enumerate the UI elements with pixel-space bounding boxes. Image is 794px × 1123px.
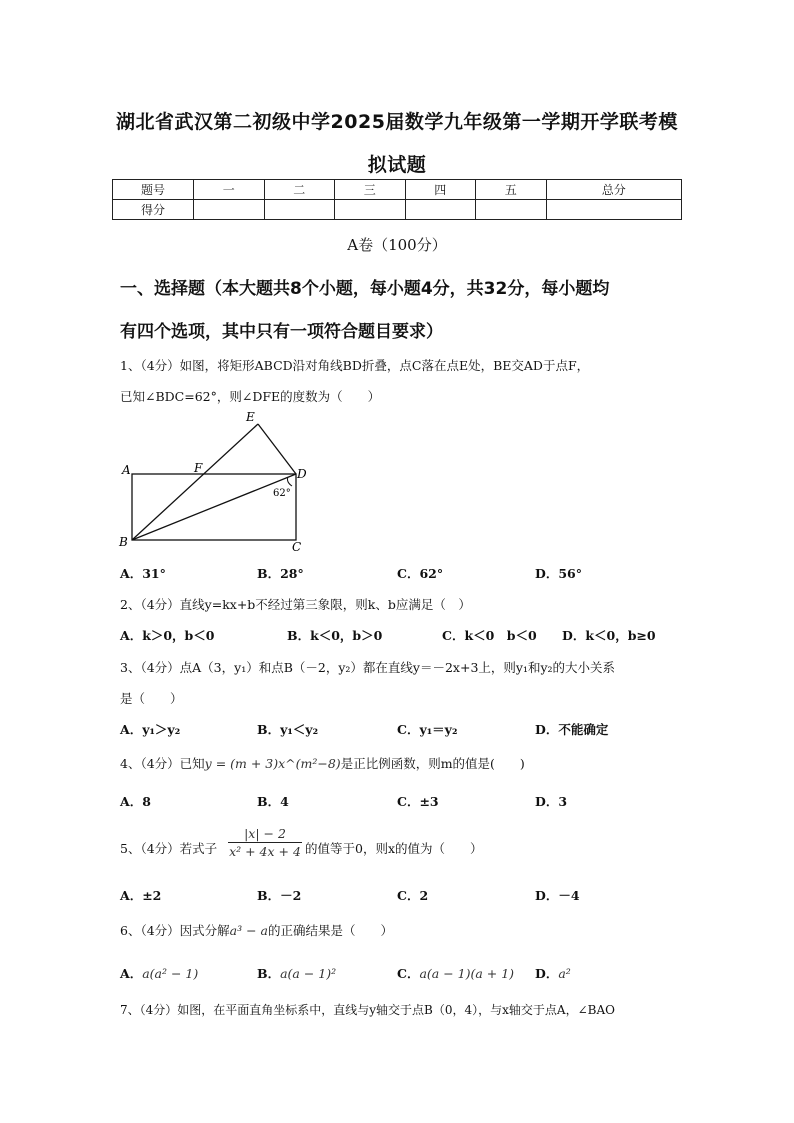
score-input-cell[interactable]	[194, 200, 265, 220]
section-heading-line-1: 一、选择题（本大题共8个小题，每小题4分，共32分，每小题均	[120, 279, 610, 299]
label-angle-62: 62°	[273, 488, 291, 499]
q5-option-b[interactable]: B．－2	[257, 888, 302, 903]
q1-option-b[interactable]: B．28°	[257, 566, 304, 581]
score-input-cell[interactable]	[335, 200, 406, 220]
q6-option-b-letter: B．	[257, 966, 281, 981]
question-5-fraction	[228, 826, 302, 859]
fraction-denominator: x² + 4x + 4	[229, 844, 301, 859]
q3-option-b[interactable]: B．y₁＜y₂	[257, 722, 319, 737]
score-cell: 四	[405, 180, 476, 200]
diagonal-bd	[132, 474, 296, 540]
q6-option-a[interactable]	[120, 964, 198, 982]
score-input-cell[interactable]	[405, 200, 476, 220]
label-b: B	[119, 535, 128, 549]
label-e: E	[246, 410, 255, 424]
question-1-line-1: 1、（4分）如图，将矩形ABCD沿对角线BD折叠，点C落在点E处，BE交AD于点F，	[120, 358, 590, 373]
fraction-numerator: |x| − 2	[228, 826, 302, 843]
q4-option-d[interactable]: D．3	[535, 794, 568, 809]
q3-option-c[interactable]: C．y₁＝y₂	[397, 722, 458, 737]
segment-ed	[258, 424, 296, 474]
label-d: D	[297, 467, 307, 481]
q2-option-b[interactable]: B．k＜0，b＞0	[287, 628, 383, 643]
q6-option-d-letter: D．	[535, 966, 559, 981]
score-input-cell[interactable]	[476, 200, 547, 220]
q1-option-c[interactable]: C．62°	[397, 566, 444, 581]
question-7-line-1: 7、（4分）如图，在平面直角坐标系中，直线与y轴交于点B（0，4），与x轴交于点A，∠BAO	[120, 1003, 615, 1017]
score-cell: 三	[335, 180, 406, 200]
question-4-prefix: 4、（4分）已知	[120, 756, 205, 771]
q3-option-a[interactable]: A．y₁＞y₂	[120, 722, 181, 737]
q6-option-d[interactable]	[535, 964, 571, 982]
q5-option-c[interactable]: C．2	[397, 888, 429, 903]
q2-option-c[interactable]: C．k＜0 b＜0	[442, 628, 537, 643]
label-f: F	[194, 461, 203, 475]
exam-title-line-2: 拟试题	[367, 154, 427, 176]
q6-option-b-formula: a(a − 1)²	[280, 966, 337, 981]
question-4-line	[120, 754, 525, 772]
score-row-label: 得分	[113, 200, 194, 220]
score-input-cell[interactable]	[546, 200, 682, 220]
question-6-prefix: 6、（4分）因式分解	[120, 923, 230, 938]
score-cell: 一	[194, 180, 265, 200]
section-heading-line-2: 有四个选项，其中只有一项符合题目要求）	[120, 322, 443, 342]
q6-option-c[interactable]	[397, 964, 514, 982]
q6-option-d-formula: a²	[558, 966, 571, 981]
q4-option-c[interactable]: C．±3	[397, 794, 439, 809]
question-4-formula: y = (m + 3)x^(m²−8)	[204, 756, 341, 771]
score-table	[112, 179, 682, 220]
score-cell: 总分	[546, 180, 682, 200]
q6-option-b[interactable]	[257, 964, 336, 982]
q1-option-a[interactable]: A．31°	[120, 566, 166, 581]
score-cell: 五	[476, 180, 547, 200]
exam-title-line-1: 湖北省武汉第二初级中学2025届数学九年级第一学期开学联考模	[116, 111, 678, 133]
q4-option-b[interactable]: B．4	[257, 794, 289, 809]
question-5-prefix: 5、（4分）若式子	[120, 841, 218, 856]
score-cell: 二	[264, 180, 335, 200]
score-table-header-row	[113, 180, 682, 200]
question-3-line-1: 3、（4分）点A（3，y₁）和点B（－2，y₂）都在直线y＝－2x+3上，则y₁和y₂的大小关系	[120, 660, 616, 675]
question-1-line-2: 已知∠BDC=62°，则∠DFE的度数为（ ）	[120, 389, 381, 404]
q6-option-a-letter: A．	[120, 966, 143, 981]
label-a: A	[122, 463, 131, 477]
q1-option-d[interactable]: D．56°	[535, 566, 582, 581]
score-cell: 题号	[113, 180, 194, 200]
q5-option-d[interactable]: D．－4	[535, 888, 580, 903]
q6-option-c-formula: a(a − 1)(a + 1)	[419, 966, 515, 981]
q2-option-d[interactable]: D．k＜0，b≥0	[562, 628, 656, 643]
volume-heading: A卷（100分）	[347, 236, 447, 254]
question-6-line	[120, 921, 393, 939]
q3-option-d[interactable]: D．不能确定	[535, 722, 609, 737]
question-6-formula: a³ − a	[229, 923, 268, 938]
question-2-line-1: 2、（4分）直线y=kx+b不经过第三象限，则k、b应满足（ ）	[120, 597, 471, 612]
q5-option-a[interactable]: A．±2	[120, 888, 162, 903]
score-input-cell[interactable]	[264, 200, 335, 220]
question-4-suffix: 是正比例函数，则m的值是( )	[340, 756, 525, 771]
question-3-line-2: 是（ ）	[120, 691, 183, 706]
label-c: C	[292, 540, 302, 554]
angle-arc	[288, 477, 293, 486]
segment-be	[132, 424, 258, 540]
question-5-suffix: 的值等于0，则x的值为（ ）	[305, 841, 483, 856]
q6-option-c-letter: C．	[397, 966, 420, 981]
question-1-figure	[116, 410, 316, 555]
q4-option-a[interactable]: A．8	[120, 794, 151, 809]
q2-option-a[interactable]: A．k＞0，b＜0	[120, 628, 215, 643]
question-6-suffix: 的正确结果是（ ）	[268, 923, 394, 938]
score-table-score-row	[113, 200, 682, 220]
q6-option-a-formula: a(a² − 1)	[142, 966, 199, 981]
